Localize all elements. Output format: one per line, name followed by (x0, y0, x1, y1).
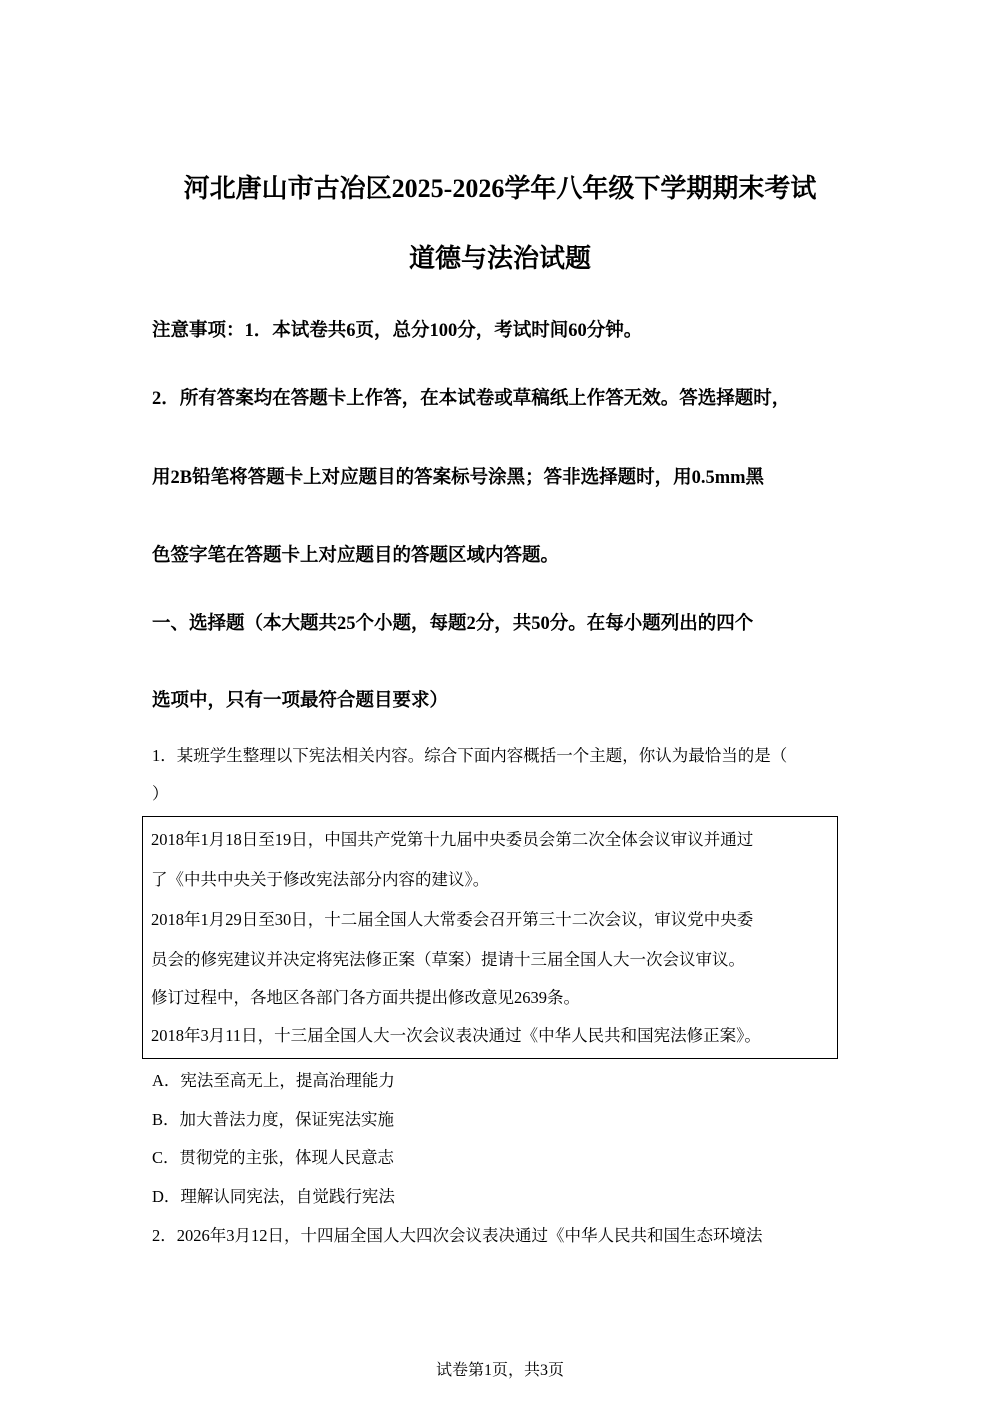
exam-subtitle: 道德与法治试题 (408, 244, 591, 273)
section-heading-line-1: 一、选择题（本大题共25个小题，每题2分，共50分。在每小题列出的四个 (152, 614, 754, 634)
question-1-material-box (142, 816, 838, 1059)
material-line-4: 员会的修宪建议并决定将宪法修正案（草案）提请十三届全国人大一次会议审议。 (151, 950, 745, 969)
material-line-2: 了《中共中央关于修改宪法部分内容的建议》。 (151, 870, 490, 889)
question-1-option-a: A．宪法至高无上，提高治理能力 (152, 1071, 395, 1090)
question-1-option-d: D．理解认同宪法，自觉践行宪法 (152, 1187, 395, 1206)
question-1-stem-line-2: ） (152, 784, 169, 803)
question-1-option-b: B．加大普法力度，保证宪法实施 (152, 1110, 395, 1129)
material-line-6: 2018年3月11日，十三届全国人大一次会议表决通过《中华人民共和国宪法修正案》。 (151, 1026, 761, 1045)
notes-line-2: 2．所有答案均在答题卡上作答，在本试卷或草稿纸上作答无效。答选择题时， (152, 389, 791, 409)
section-heading-line-2: 选项中，只有一项最符合题目要求） (152, 691, 449, 711)
notes-line-4: 色签字笔在答题卡上对应题目的答题区域内答题。 (152, 546, 560, 566)
page-footer: 试卷第1页，共3页 (435, 1362, 564, 1379)
material-line-5: 修订过程中，各地区各部门各方面共提出修改意见2639条。 (151, 988, 580, 1007)
material-line-1: 2018年1月18日至19日，中国共产党第十九届中央委员会第二次全体会议审议并通过 (151, 830, 754, 849)
notes-line-1: 注意事项：1．本试卷共6页，总分100分，考试时间60分钟。 (152, 321, 643, 341)
material-line-3: 2018年1月29日至30日，十二届全国人大常委会召开第三十二次会议，审议党中央委 (151, 910, 754, 929)
question-2-stem-line-1: 2．2026年3月12日，十四届全国人大四次会议表决通过《中华人民共和国生态环境法 (152, 1226, 763, 1245)
question-1-stem-line-1: 1．某班学生整理以下宪法相关内容。综合下面内容概括一个主题，你认为最恰当的是（ (152, 746, 788, 765)
exam-title: 河北唐山市古冶区2025-2026学年八年级下学期期末考试 (183, 174, 817, 203)
question-1-option-c: C．贯彻党的主张，体现人民意志 (152, 1148, 395, 1167)
notes-line-3: 用2B铅笔将答题卡上对应题目的答案标号涂黑；答非选择题时，用0.5mm黑 (152, 468, 765, 488)
